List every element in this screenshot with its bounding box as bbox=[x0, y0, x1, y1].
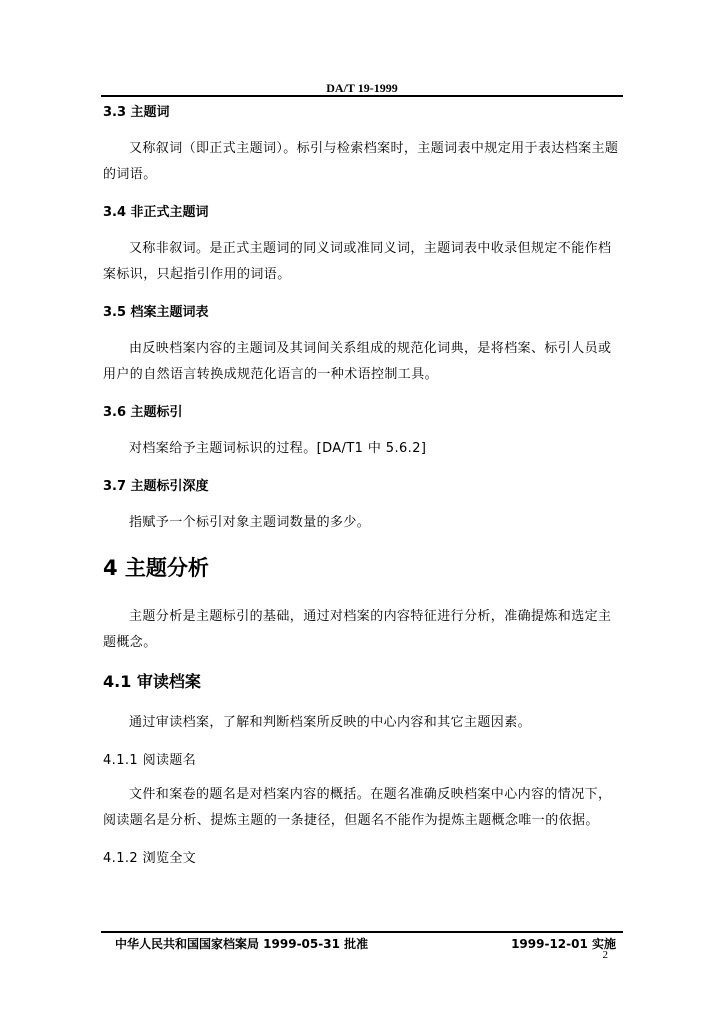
chapter-text-4: 主题分析是主题标引的基础，通过对档案的内容特征进行分析，准确提炼和选定主题概念。 bbox=[103, 609, 612, 650]
section-heading-3-3: 3.3 主题词 bbox=[103, 105, 170, 120]
section-heading-4-1-2: 4.1.2 浏览全文 bbox=[103, 851, 197, 866]
section-heading-3-7: 3.7 主题标引深度 bbox=[103, 479, 209, 494]
section-heading-3-5: 3.5 档案主题词表 bbox=[103, 305, 209, 320]
section-text-3-6: 对档案给予主题词标识的过程。[DA/T1 中 5.6.2] bbox=[129, 441, 427, 456]
section-text-4-1-1: 文件和案卷的题名是对档案内容的概括。在题名准确反映档案中心内容的情况下，阅读题名是分析、提炼主题的一条捷径，但题名不能作为提炼主题概念唯一的依据。 bbox=[103, 787, 612, 828]
page-number: 2 bbox=[602, 949, 608, 961]
section-text-4-1: 通过审读档案，了解和判断档案所反映的中心内容和其它主题因素。 bbox=[129, 715, 532, 730]
chapter-heading-4: 4 主题分析 bbox=[103, 556, 209, 580]
approval-note: 中华人民共和国国家档案局 1999-05-31 批准 bbox=[115, 937, 369, 951]
section-heading-3-4: 3.4 非正式主题词 bbox=[103, 205, 209, 220]
footer-rule bbox=[101, 931, 623, 933]
section-heading-4-1: 4.1 审读档案 bbox=[103, 672, 201, 691]
implementation-date: 1999-12-01 实施 bbox=[511, 937, 616, 951]
section-heading-4-1-1: 4.1.1 阅读题名 bbox=[103, 753, 197, 768]
document-body bbox=[103, 101, 623, 880]
section-heading-3-6: 3.6 主题标引 bbox=[103, 405, 183, 420]
section-text-3-3: 又称叙词（即正式主题词）。标引与检索档案时，主题词表中规定用于表达档案主题的词语。 bbox=[103, 141, 619, 182]
section-text-3-5: 由反映档案内容的主题词及其词间关系组成的规范化词典，是将档案、标引人员或用户的自然语言转换成规范化语言的一种术语控制工具。 bbox=[103, 341, 612, 382]
header-rule bbox=[101, 95, 623, 97]
section-text-3-7: 指赋予一个标引对象主题词数量的多少。 bbox=[129, 515, 371, 530]
section-text-3-4: 又称非叙词。是正式主题词的同义词或准同义词，主题词表中收录但规定不能作档案标识，只起指引作用的词语。 bbox=[103, 241, 612, 282]
standard-code: DA/T 19-1999 bbox=[326, 81, 398, 95]
